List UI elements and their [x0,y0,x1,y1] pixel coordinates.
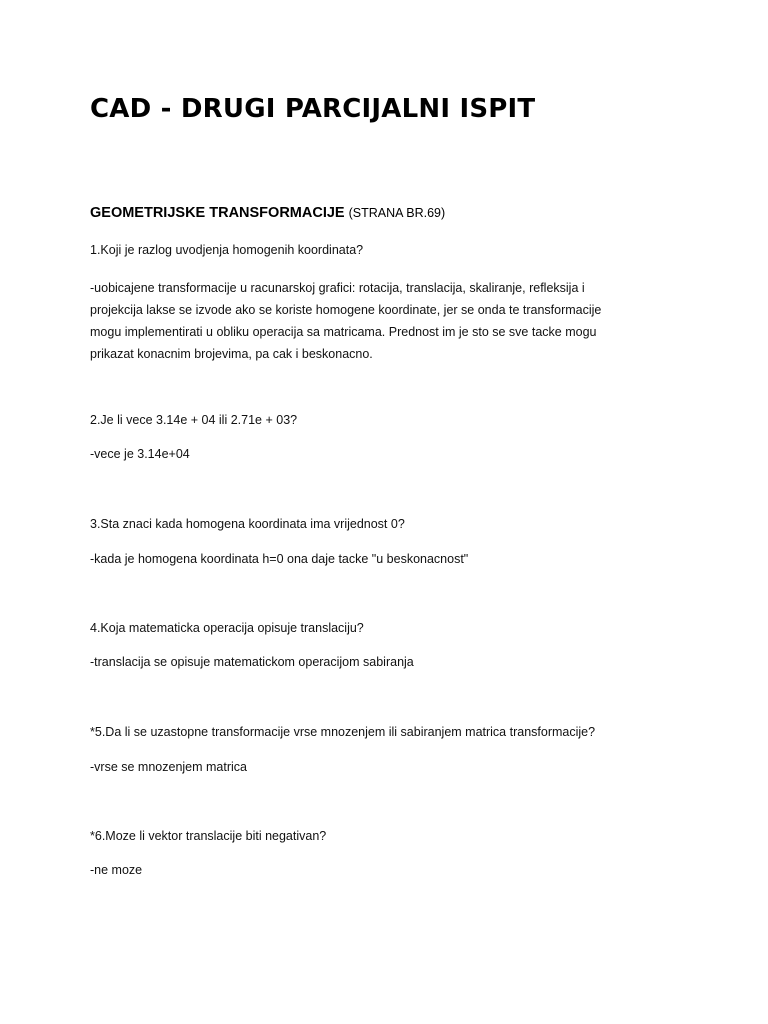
answer-6: -ne moze [90,863,143,877]
question-3: 3.Sta znaci kada homogena koordinata ima vrijednost 0? [90,517,405,531]
section-page-reference: (STRANA BR.69) [348,206,446,220]
section-heading-text: GEOMETRIJSKE TRANSFORMACIJE [90,205,345,221]
question-1: 1.Koji je razlog uvodjenja homogenih koordinata? [90,243,364,257]
question-6: *6.Moze li vektor translacije biti negativan? [90,829,327,843]
question-4: 4.Koja matematicka operacija opisuje translaciju? [90,621,364,635]
answer-1 [90,277,680,365]
answer-5: -vrse se mnozenjem matrica [90,760,247,774]
answer-1-line: prikazat konacnim brojevima, pa cak i beskonacno. [90,347,373,361]
section-heading [90,205,445,221]
question-5: *5.Da li se uzastopne transformacije vrse mnozenjem ili sabiranjem matrica transformacije? [90,725,596,739]
answer-1-line: -uobicajene transformacije u racunarskoj grafici: rotacija, translacija, skaliranje, refleksija i [90,281,585,295]
answer-3: -kada je homogena koordinata h=0 ona daje tacke "u beskonacnost" [90,552,469,566]
document-title: CAD - DRUGI PARCIJALNI ISPIT [90,94,536,124]
answer-4: -translacija se opisuje matematickom operacijom sabiranja [90,655,414,669]
answer-1-line: mogu implementirati u obliku operacija sa matricama. Prednost im je sto se sve tacke mogu [90,325,597,339]
answer-1-line: projekcija lakse se izvode ako se koriste homogene koordinate, jer se onda te transformacije [90,303,602,317]
answer-2: -vece je 3.14e+04 [90,447,190,461]
question-2: 2.Je li vece 3.14e + 04 ili 2.71e + 03? [90,413,298,427]
